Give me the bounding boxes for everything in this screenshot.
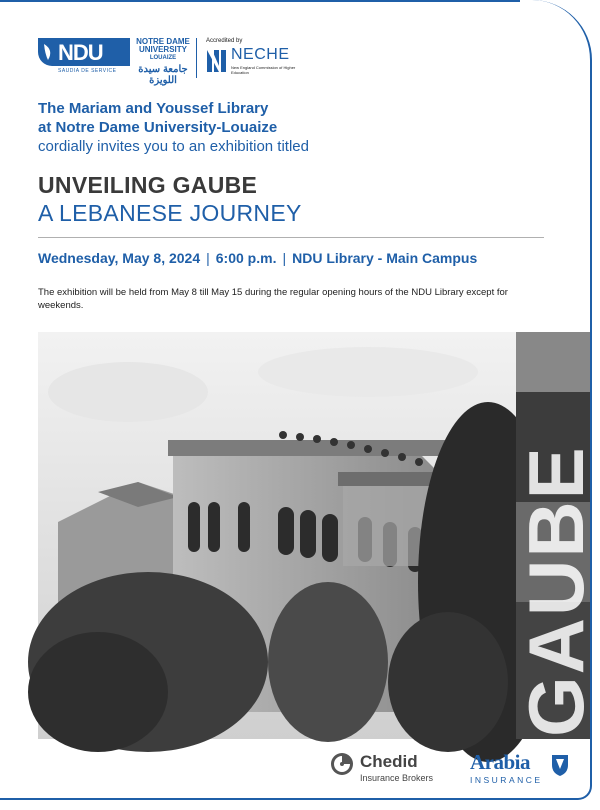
chedid-sub: Insurance Brokers (360, 773, 434, 783)
ndu-emblem-icon (42, 42, 56, 62)
chedid-name: Chedid (360, 752, 418, 771)
library-line2: at Notre Dame University-Louaize (38, 119, 278, 136)
event-details (38, 250, 477, 266)
event-date: Wednesday, May 8, 2024 (38, 250, 201, 266)
neche-logo-icon (206, 48, 228, 74)
exhibition-description: The exhibition will be held from May 8 till May 15 during the regular opening hours of the NDU Library except for weekends. (38, 287, 508, 311)
event-separator: | (206, 250, 210, 266)
arabia-logo (470, 750, 580, 790)
chedid-swirl-icon (330, 752, 354, 776)
frame-top-line (0, 0, 520, 2)
header-divider (196, 38, 197, 78)
arabia-name: Arabia (470, 750, 530, 774)
event-time: 6:00 p.m. (215, 250, 277, 266)
gaube-vertical-text: GAUBE (512, 445, 600, 737)
library-line1: The Mariam and Youssef Library (38, 100, 269, 117)
exhibition-photo (38, 332, 600, 739)
accredited-label: Accredited by (206, 38, 243, 44)
title-divider (38, 237, 544, 238)
exhibition-title-line1: UNVEILING GAUBE (38, 172, 258, 198)
arabia-sub: INSURANCE (470, 775, 543, 785)
event-location: NDU Library - Main Campus (292, 250, 478, 266)
chedid-logo (330, 750, 450, 790)
arabia-shield-icon (550, 753, 570, 777)
invite-line: cordially invites you to an exhibition titled (38, 138, 309, 155)
event-separator: | (282, 250, 287, 266)
exhibition-title-line2: A LEBANESE JOURNEY (38, 200, 302, 226)
neche-name: NECHE (231, 46, 290, 63)
university-line1: NOTRE DAME (136, 37, 190, 46)
university-line2: UNIVERSITY (138, 45, 187, 54)
university-line3: LOUAIZE (149, 55, 177, 61)
ndu-logo (38, 38, 130, 74)
neche-sub: New England Commission of Higher Education (231, 65, 296, 75)
ndu-logo-sub: SAUDIA DE SERVICE (58, 68, 117, 74)
building-photo (38, 332, 600, 739)
ndu-logo-text: NDU (58, 40, 103, 65)
university-arabic: جامعة سيدة اللويزة (138, 64, 188, 86)
university-name (133, 38, 193, 62)
